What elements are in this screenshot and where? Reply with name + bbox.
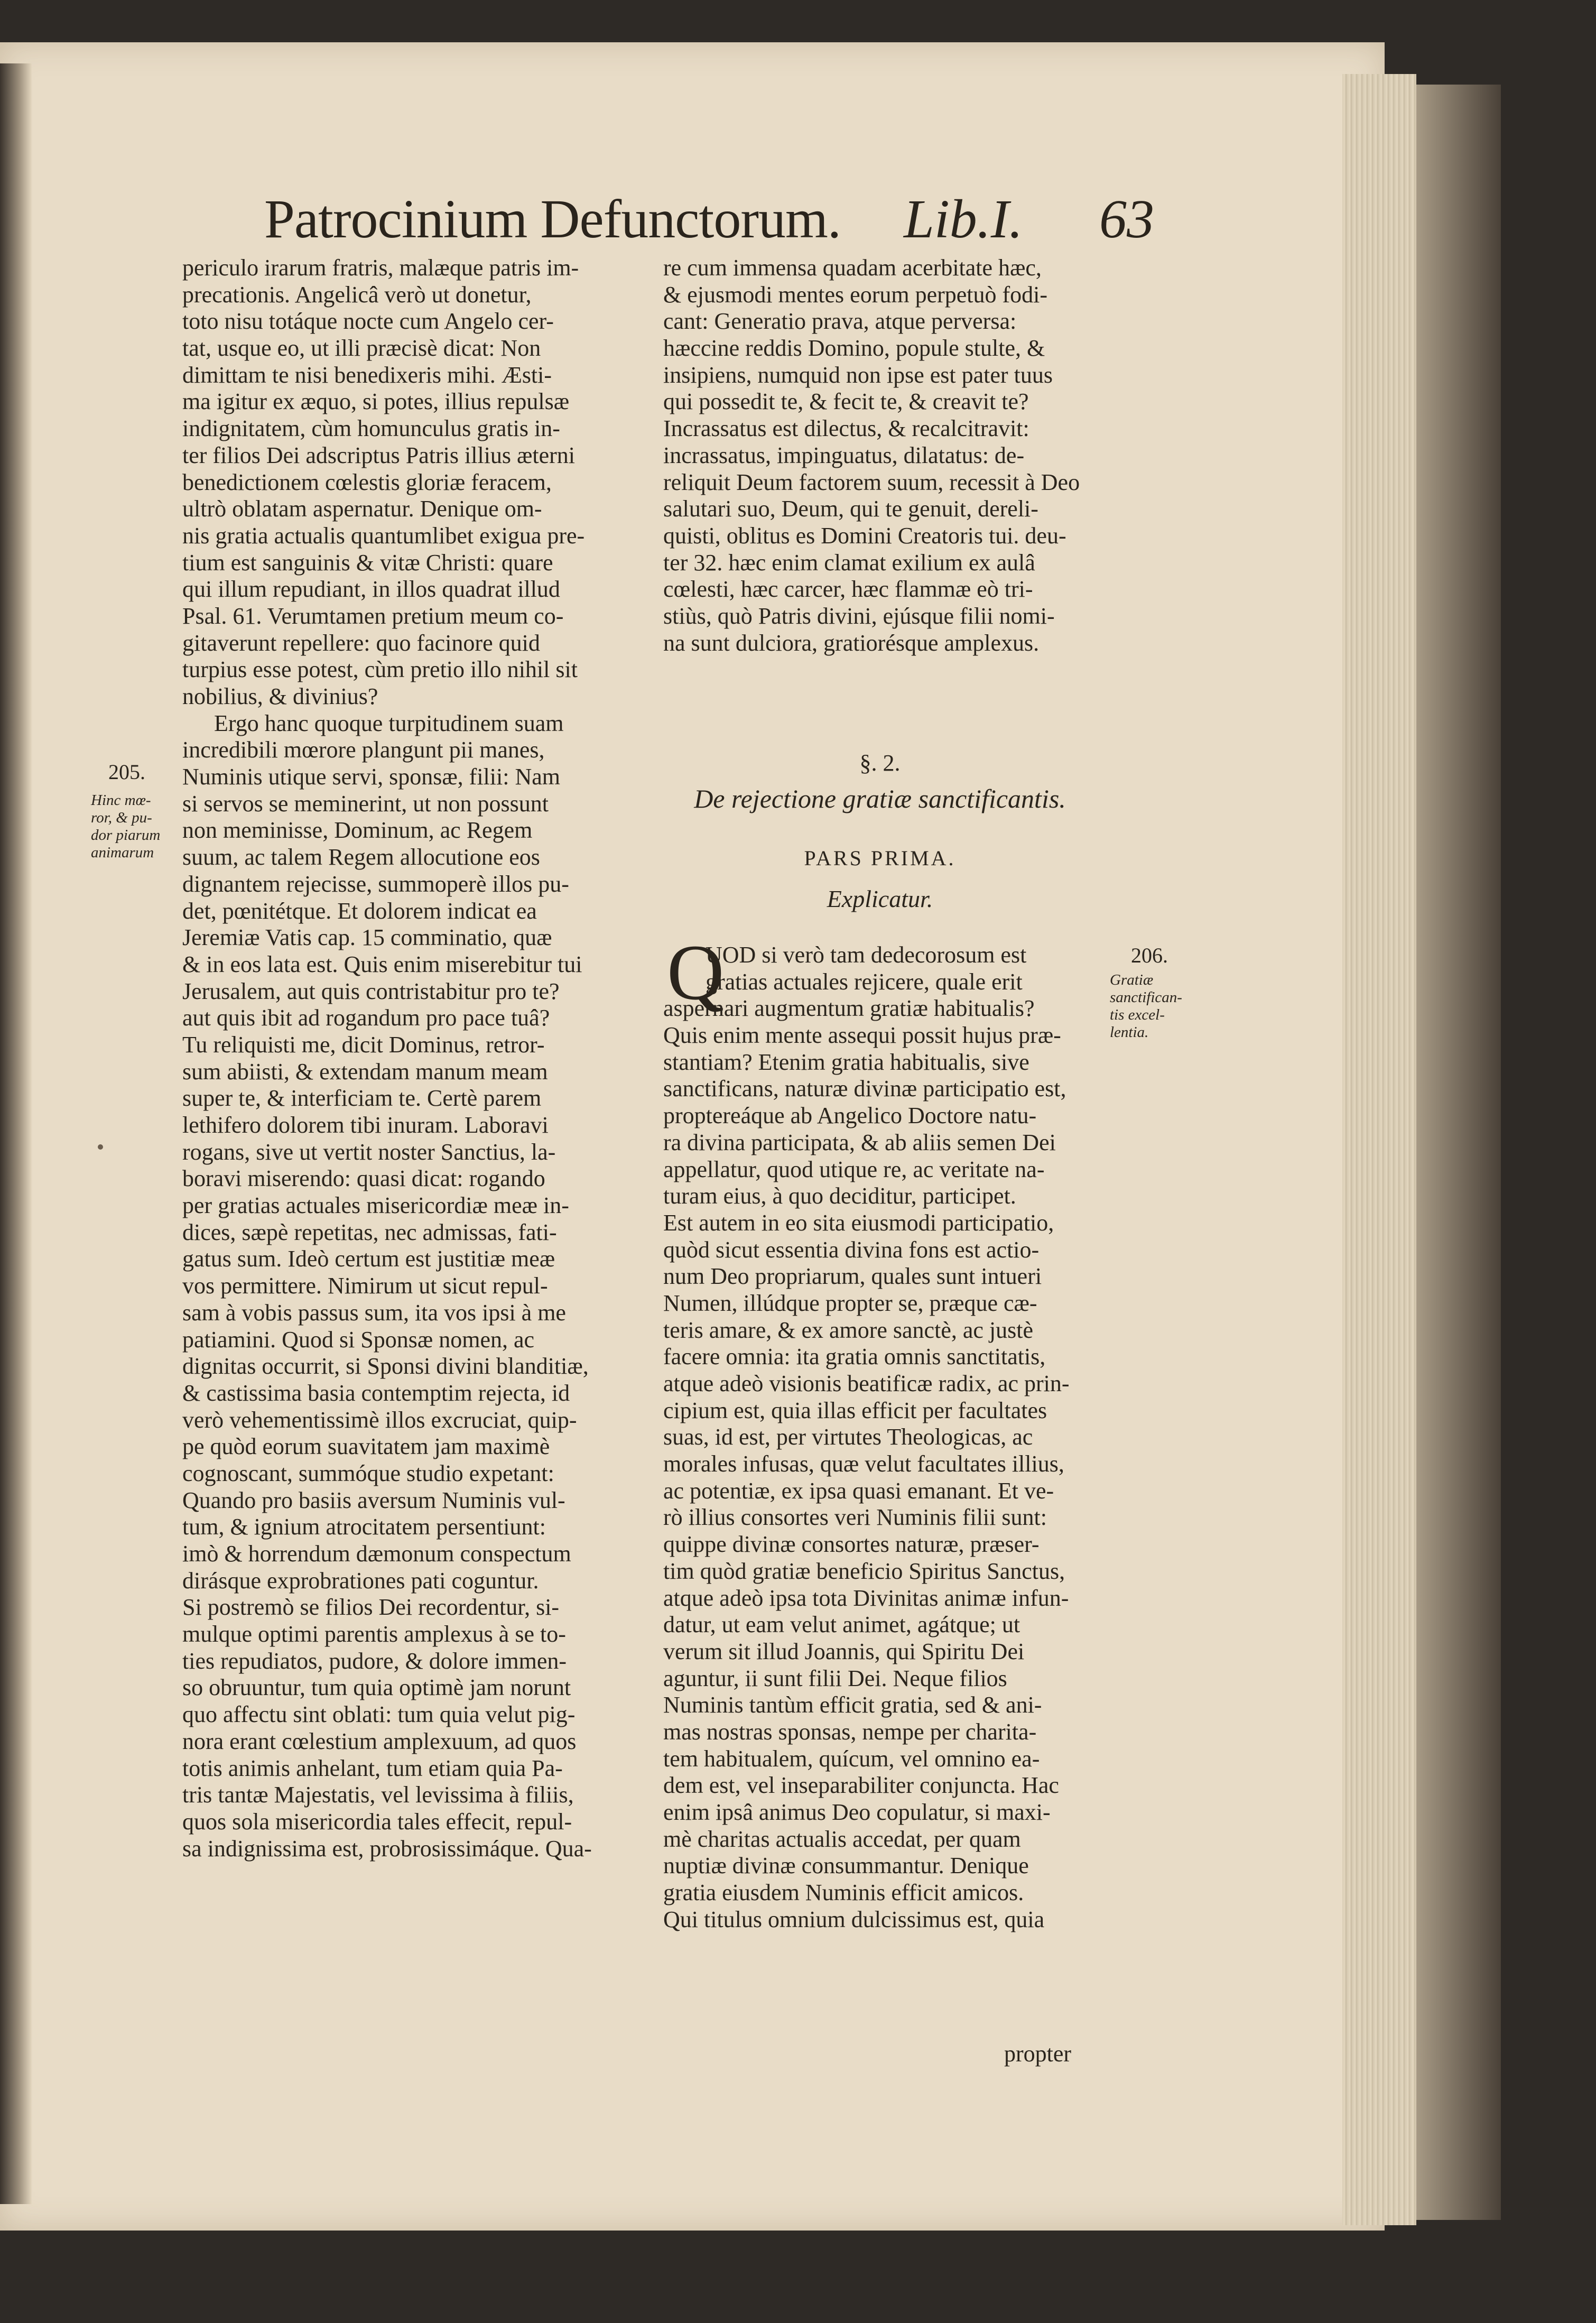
text-line: mas nostras sponsas, nempe per charita-: [663, 1718, 1037, 1745]
text-line: Jeremiæ Vatis cap. 15 comminatio, quæ: [182, 924, 552, 951]
text-line: incrassatus, impinguatus, dilatatus: de-: [663, 442, 1025, 468]
text-line: tem habitualem, quícum, vel omnino ea-: [663, 1745, 1040, 1772]
text-line: toto nisu totáque nocte cum Angelo cer-: [182, 308, 554, 335]
text-line: re cum immensa quadam acerbitate hæc,: [663, 255, 1042, 281]
text-line: stantiam? Etenim gratia habitualis, sive: [663, 1049, 1029, 1075]
text-line: ma igitur ex æquo, si potes, illius repulsæ: [182, 388, 570, 415]
text-line: pe quòd eorum suavitatem jam maximè: [182, 1433, 550, 1460]
text-line: rogans, sive ut vertit noster Sanctius, la-: [182, 1139, 556, 1165]
text-line: dices, sæpè repetitas, nec admissas, fati-: [182, 1219, 557, 1245]
text-line: atque adeò ipsa tota Divinitas animæ infun-: [663, 1585, 1069, 1611]
running-title: Patrocinium Defunctorum.: [264, 189, 841, 249]
text-line: boravi miserendo: quasi dicat: rogando: [182, 1165, 545, 1192]
margin-note-line: Hinc mœ-: [91, 792, 151, 809]
text-line: precationis. Angelicâ verò ut donetur,: [182, 281, 532, 308]
text-line: & ejusmodi mentes eorum perpetuò fodi-: [663, 281, 1048, 308]
text-line: num Deo propriarum, quales sunt intueri: [663, 1263, 1042, 1290]
text-line: na sunt dulciora, gratiorésque amplexus.: [663, 630, 1040, 656]
right-column-bottom: [663, 942, 1097, 1933]
section-title: De rejectione gratiæ sanctificantis.: [694, 784, 1066, 813]
text-line: suum, ac talem Regem allocutione eos: [182, 844, 540, 871]
text-line: rò illius consortes veri Numinis filii sunt:: [663, 1504, 1047, 1531]
text-line: tim quòd gratiæ beneficio Spiritus Sanctus,: [663, 1558, 1065, 1584]
text-line: tat, usque eo, ut illi præcisè dicat: Non: [182, 335, 541, 362]
text-line: dignantem rejecisse, summoperè illos pu-: [182, 871, 569, 897]
text-line: mulque optimi parentis amplexus à se to-: [182, 1621, 566, 1648]
margin-note-line: lentia.: [1110, 1024, 1149, 1041]
text-line: incredibili mœrore plangunt pii manes,: [182, 737, 545, 763]
text-line: sa indignissima est, probrosissimáque. Qua-: [182, 1835, 592, 1862]
text-line: Quis enim mente assequi possit hujus præ-: [663, 1022, 1061, 1049]
text-line: lethifero dolorem tibi inuram. Laboravi: [182, 1112, 549, 1138]
text-line: proptereáque ab Angelico Doctore natu-: [663, 1103, 1037, 1129]
text-line: turpius esse potest, cùm pretio illo nihil sit: [182, 656, 578, 683]
text-line: tum, & ignium atrocitatem persentiunt:: [182, 1514, 546, 1540]
left-column: [182, 255, 632, 1862]
margin-note-line: dor piarum: [91, 827, 161, 844]
text-line: Tu reliquisti me, dicit Dominus, retror-: [182, 1031, 545, 1058]
text-line: Incrassatus est dilectus, & recalcitravit:: [663, 415, 1029, 442]
text-line: Jerusalem, aut quis contristabitur pro te?: [182, 978, 560, 1004]
section-explicatur: Explicatur.: [827, 885, 933, 912]
text-line: facere omnia: ita gratia omnis sanctitatis,: [663, 1344, 1046, 1370]
text-line: verò vehementissimè illos excruciat, quip-: [182, 1406, 577, 1433]
margin-note-line: tis excel-: [1110, 1006, 1165, 1023]
page-edges: [1342, 74, 1416, 2225]
text-line: quos sola misericordia tales effecit, repul-: [182, 1808, 572, 1835]
text-line: nora erant cœlestium amplexuum, ad quos: [182, 1728, 577, 1754]
text-line: super te, & interficiam te. Certè parem: [182, 1085, 542, 1112]
text-line: enim ipsâ animus Deo copulatur, si maxi-: [663, 1799, 1051, 1825]
text-line: tris tantæ Majestatis, vel levissima à filiis,: [182, 1782, 574, 1808]
text-line: ultrò oblatam aspernatur. Denique om-: [182, 496, 542, 522]
margin-note-line: animarum: [91, 844, 154, 861]
text-line: cipium est, quia illas efficit per facultates: [663, 1397, 1047, 1423]
book-spine: [0, 63, 32, 2204]
text-line: det, pœnitétque. Et dolorem indicat ea: [182, 897, 537, 924]
text-line: & in eos lata est. Quis enim miserebitur tui: [182, 951, 582, 977]
text-line: Numinis tantùm efficit gratia, sed & ani-: [663, 1692, 1042, 1718]
margin-number-left: 205.: [108, 760, 145, 784]
text-line: gitaverunt repellere: quo facinore quid: [182, 630, 540, 656]
text-line: dimittam te nisi benedixeris mihi. Æsti-: [182, 362, 552, 388]
text-line: patiamini. Quod si Sponsæ nomen, ac: [182, 1326, 535, 1353]
text-line: non meminisse, Dominum, ac Regem: [182, 817, 533, 844]
section-subtitle: PARS PRIMA.: [804, 846, 956, 870]
text-line: tium est sanguinis & vitæ Christi: quare: [182, 549, 553, 576]
text-line: quisti, oblitus es Domini Creatoris tui. deu-: [663, 522, 1066, 549]
text-line: dignitas occurrit, si Sponsi divini blanditiæ,: [182, 1353, 589, 1380]
text-line: UOD si verò tam dedecorosum est: [706, 942, 1027, 968]
text-line: periculo irarum fratris, malæque patris im-: [182, 255, 579, 281]
text-line: insipiens, numquid non ipse est pater tuus: [663, 362, 1053, 388]
text-line: mè charitas actualis accedat, per quam: [663, 1826, 1021, 1852]
text-line: qui illum repudiant, in illos quadrat illud: [182, 576, 560, 603]
margin-note-line: ror, & pu-: [91, 809, 152, 826]
text-line: morales infusas, quæ velut facultates illius,: [663, 1451, 1064, 1477]
text-line: datur, ut eam velut animet, agátque; ut: [663, 1612, 1020, 1638]
text-line: ties repudiatos, pudore, & dolore immen-: [182, 1648, 567, 1674]
text-line: cœlesti, hæc carcer, hæc flammæ eò tri-: [663, 576, 1033, 603]
margin-note-left: [91, 792, 181, 862]
text-line: turam eius, à quo deciditur, participet.: [663, 1183, 1016, 1209]
text-line: Si postremò se filios Dei recordentur, si-: [182, 1594, 560, 1621]
text-line: sanctificans, naturæ divinæ participatio est,: [663, 1076, 1066, 1102]
text-line: atque adeò visionis beatificæ radix, ac prin-: [663, 1371, 1070, 1396]
text-line: ac potentiæ, ex ipsa quasi emanant. Et ve-: [663, 1477, 1054, 1504]
text-line: verum sit illud Joannis, qui Spiritu Dei: [663, 1638, 1025, 1664]
text-line: nobilius, & divinius?: [182, 683, 378, 709]
binding-shadow: [1416, 85, 1501, 2220]
text-line: aspernari augmentum gratiæ habitualis?: [663, 995, 1035, 1022]
section-sign: §. 2.: [859, 750, 901, 776]
text-line: vos permittere. Nimirum ut sicut repul-: [182, 1273, 548, 1299]
text-line: & castissima basia contemptim rejecta, id: [182, 1380, 570, 1406]
text-line: so obruuntur, tum quia optimè jam norunt: [182, 1674, 571, 1701]
text-line: totis animis anhelant, tum etiam quia Pa-: [182, 1755, 563, 1781]
text-line: ra divina participata, & ab aliis semen Dei: [663, 1129, 1056, 1155]
margin-note-line: Gratiæ: [1110, 971, 1154, 988]
margin-note-line: sanctifican-: [1110, 989, 1182, 1006]
text-line: teris amare, & ex amore sanctè, ac justè: [663, 1317, 1034, 1343]
text-line: indignitatem, cùm homunculus gratis in-: [182, 415, 560, 442]
text-line: Quando pro basiis aversum Numinis vul-: [182, 1487, 565, 1513]
text-line: sum abiisti, & extendam manum meam: [182, 1058, 548, 1085]
text-line: aut quis ibit ad rogandum pro pace tuâ?: [182, 1005, 550, 1031]
text-line: hæccine reddis Domino, popule stulte, &: [663, 335, 1045, 362]
text-line: sam à vobis passus sum, ita vos ipsi à me: [182, 1299, 566, 1326]
text-line: quòd sicut essentia divina fons est actio-: [663, 1236, 1040, 1263]
text-line: Psal. 61. Verumtamen pretium meum co-: [182, 603, 564, 629]
text-line: nuptiæ divinæ consummantur. Denique: [663, 1853, 1029, 1879]
ink-spot: [98, 1144, 103, 1150]
text-line: reliquit Deum factorem suum, recessit à Deo: [663, 469, 1080, 495]
text-line: nis gratia actualis quantumlibet exigua pre-: [182, 522, 585, 549]
text-line: benedictionem cœlestis gloriæ feracem,: [182, 469, 552, 495]
text-line: suas, id est, per virtutes Theologicas, ac: [663, 1424, 1033, 1450]
text-line: gratias actuales rejicere, quale erit: [706, 968, 1023, 995]
text-line: imò & horrendum dæmonum conspectum: [182, 1541, 571, 1567]
text-line: ter 32. hæc enim clamat exilium ex aulâ: [663, 549, 1035, 576]
text-line: per gratias actuales misericordiæ meæ in-: [182, 1192, 569, 1219]
text-line: salutari suo, Deum, qui te genuit, dereli-: [663, 496, 1038, 522]
text-line: Numen, illúdque propter se, præque cæ-: [663, 1290, 1037, 1316]
text-line: Ergo hanc quoque turpitudinem suam: [214, 710, 564, 736]
text-line: cognoscant, summóque studio expetant:: [182, 1460, 554, 1486]
text-line: si servos se meminerint, ut non possunt: [182, 790, 549, 817]
text-line: stiùs, quò Patris divini, ejúsque filii nomi-: [663, 603, 1055, 629]
text-line: aguntur, ii sunt filii Dei. Neque filios: [663, 1665, 1007, 1691]
text-line: dem est, vel inseparabiliter conjuncta. Hac: [663, 1772, 1059, 1799]
text-line: gratia eiusdem Numinis efficit amicos.: [663, 1880, 1024, 1906]
text-line: quo affectu sint oblati: tum quia velut pig-: [182, 1701, 576, 1728]
catchword: propter: [1004, 2041, 1072, 2067]
text-line: cant: Generatio prava, atque perversa:: [663, 308, 1017, 335]
book-number: Lib.I.: [904, 189, 1023, 249]
text-line: Numinis utique servi, sponsæ, filii: Nam: [182, 764, 560, 790]
text-line: appellatur, quod utique re, ac veritate na-: [663, 1156, 1045, 1182]
margin-note-right: [1110, 971, 1210, 1041]
text-line: dirásque exprobrationes pati coguntur.: [182, 1567, 539, 1594]
text-line: quippe divinæ consortes naturæ, præser-: [663, 1531, 1040, 1558]
page-number: 63: [1099, 189, 1154, 249]
text-line: Qui titulus omnium dulcissimus est, quia: [663, 1906, 1045, 1932]
margin-number-right: 206.: [1131, 943, 1168, 967]
text-line: qui possedit te, & fecit te, & creavit te?: [663, 388, 1029, 415]
text-line: Est autem in eo sita eiusmodi participatio,: [663, 1209, 1054, 1236]
text-line: gatus sum. Ideò certum est justitiæ meæ: [182, 1246, 555, 1272]
text-line: ter filios Dei adscriptus Patris illius æterni: [182, 442, 576, 468]
right-column-top: [663, 255, 1097, 656]
drop-cap: Q: [667, 929, 725, 1016]
